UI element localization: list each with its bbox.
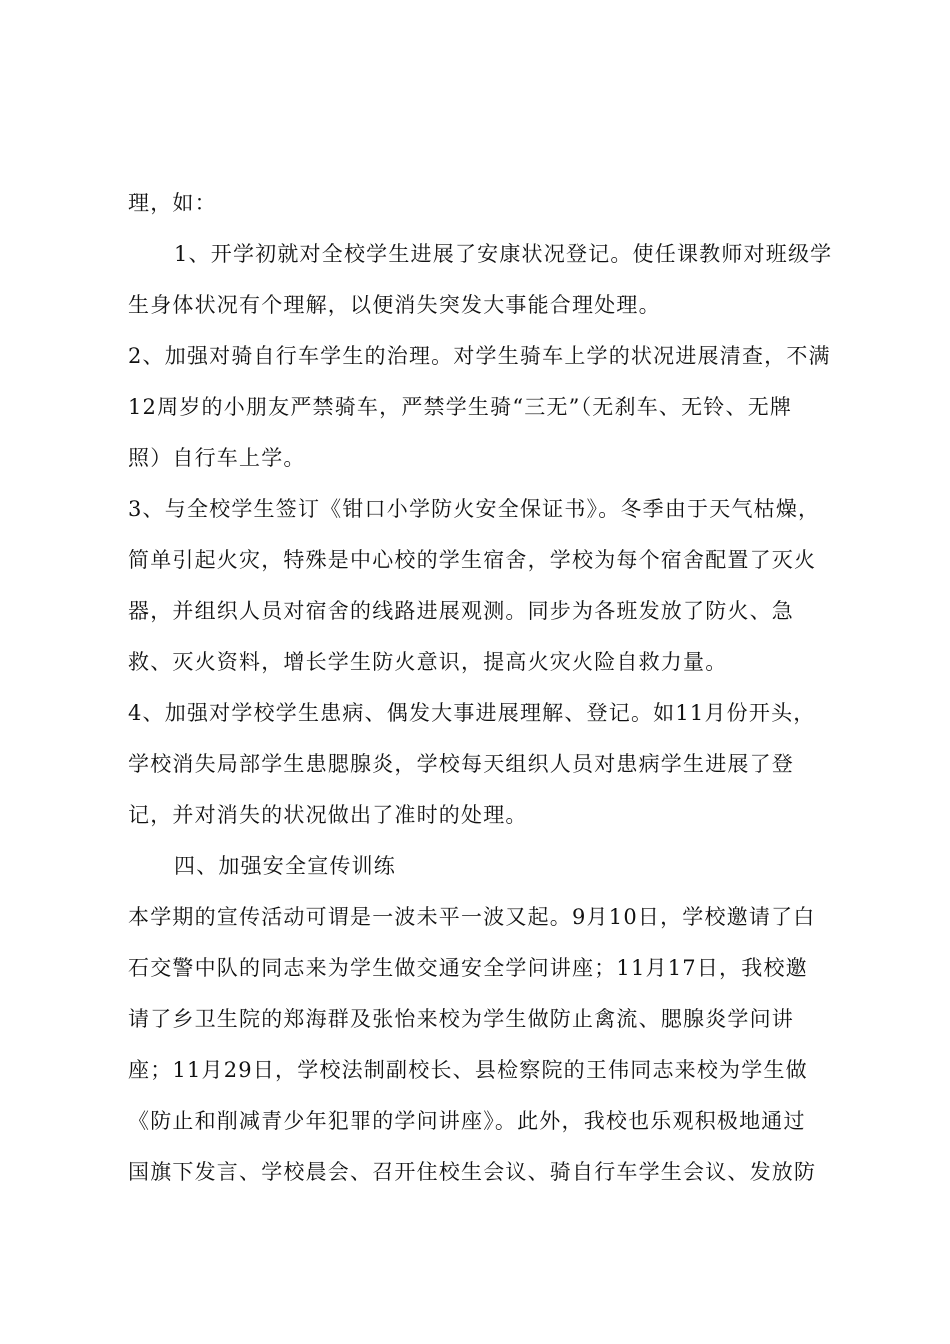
- text-line: 12周岁的小朋友严禁骑车，严禁学生骑“三无”（无刹车、无铃、无牌: [128, 395, 793, 419]
- text-line: 理，如：: [128, 191, 217, 215]
- text-line: 国旗下发言、学校晨会、召开住校生会议、骑自行车学生会议、发放防: [128, 1160, 817, 1184]
- text-line: 2、加强对骑自行车学生的治理。对学生骑车上学的状况进展清查，不满: [128, 344, 831, 368]
- text-line: 石交警中队的同志来为学生做交通安全学问讲座；11月17日，我校邀: [128, 956, 808, 980]
- text-line: 简单引起火灾，特殊是中心校的学生宿舍，学校为每个宿舍配置了灭火: [128, 548, 817, 572]
- text-line: 3、与全校学生签订《钳口小学防火安全保证书》。冬季由于天气枯燥，: [128, 497, 821, 521]
- section-heading: 四、加强安全宣传训练: [174, 854, 396, 878]
- text-line: 本学期的宣传活动可谓是一波未平一波又起。9月10日，学校邀请了白: [128, 905, 816, 929]
- text-line: 4、加强对学校学生患病、偶发大事进展理解、登记。如11月份开头，: [128, 701, 816, 725]
- text-line: 座；11月29日，学校法制副校长、县检察院的王伟同志来校为学生做: [128, 1058, 808, 1082]
- text-line: 生身体状况有个理解，以便消失突发大事能合理处理。: [128, 293, 661, 317]
- text-line: 救、灭火资料，增长学生防火意识，提高火灾火险自救力量。: [128, 650, 728, 674]
- document-body: [128, 178, 833, 1198]
- text-line: 1、开学初就对全校学生进展了安康状况登记。使任课教师对班级学: [174, 242, 833, 266]
- text-line: 记，并对消失的状况做出了准时的处理。: [128, 803, 528, 827]
- text-line: 器，并组织人员对宿舍的线路进展观测。同步为各班发放了防火、急: [128, 599, 794, 623]
- text-line: 《防止和削减青少年犯罪的学问讲座》。此外，我校也乐观积极地通过: [128, 1109, 806, 1133]
- text-line: 照）自行车上学。: [128, 446, 306, 470]
- text-line: 请了乡卫生院的郑海群及张怡来校为学生做防止禽流、腮腺炎学问讲: [128, 1007, 794, 1031]
- text-line: 学校消失局部学生患腮腺炎，学校每天组织人员对患病学生进展了登: [128, 752, 794, 776]
